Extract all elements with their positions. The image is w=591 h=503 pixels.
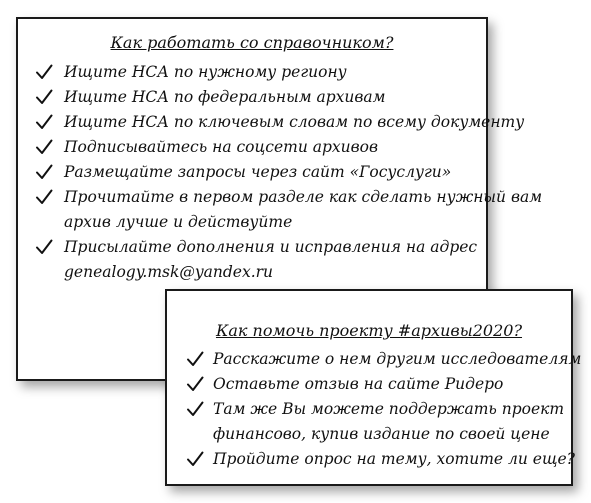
item-text: Оставьте отзыв на сайте Ридеро [213,375,504,393]
item-text: Ищите НСА по ключевым словам по всему документу [64,113,525,131]
checkmark-icon [35,138,53,156]
item-text: Расскажите о нем другим исследователям [213,350,582,368]
item-text: финансово, купив издание по своей цене [213,425,550,443]
list-item [18,110,525,135]
checkmark-icon [186,400,204,418]
list-item [18,85,486,110]
how-to-use-list [18,60,543,285]
list-item [18,235,486,285]
checkmark-icon [35,88,53,106]
list-item [18,160,486,185]
list-item [167,397,571,447]
list-item [18,185,543,235]
checkmark-icon [186,450,204,468]
help-project-list [167,347,582,472]
item-text: Подписывайтесь на соцсети архивов [64,138,379,156]
checkmark-icon [35,188,53,206]
item-text: архив лучше и действуйте [64,213,293,231]
checkmark-icon [186,375,204,393]
item-text: Ищите НСА по нужному региону [64,63,347,81]
help-project-card [165,289,582,486]
item-text: Размещайте запросы через сайт «Госуслуги» [64,163,452,181]
checkmark-icon [35,113,53,131]
how-to-use-title: Как работать со справочником? [110,33,394,52]
item-text: Присылайте дополнения и исправления на адрес [64,238,478,256]
item-text: Там же Вы можете поддержать проект [213,400,565,418]
email-text: genealogy.msk@yandex.ru [64,263,274,281]
checkmark-icon [35,163,53,181]
list-item [167,347,582,372]
list-item [167,372,571,397]
list-item [18,135,486,160]
help-project-title: Как помочь проекту #архивы2020? [215,321,523,340]
checkmark-icon [35,238,53,256]
list-item [18,60,486,85]
item-text: Ищите НСА по федеральным архивам [64,88,386,106]
list-item [167,447,575,472]
item-text: Прочитайте в первом разделе как сделать нужный вам [64,188,543,206]
checkmark-icon [186,350,204,368]
checkmark-icon [35,63,53,81]
item-text: Пройдите опрос на тему, хотите ли еще? [213,450,575,468]
